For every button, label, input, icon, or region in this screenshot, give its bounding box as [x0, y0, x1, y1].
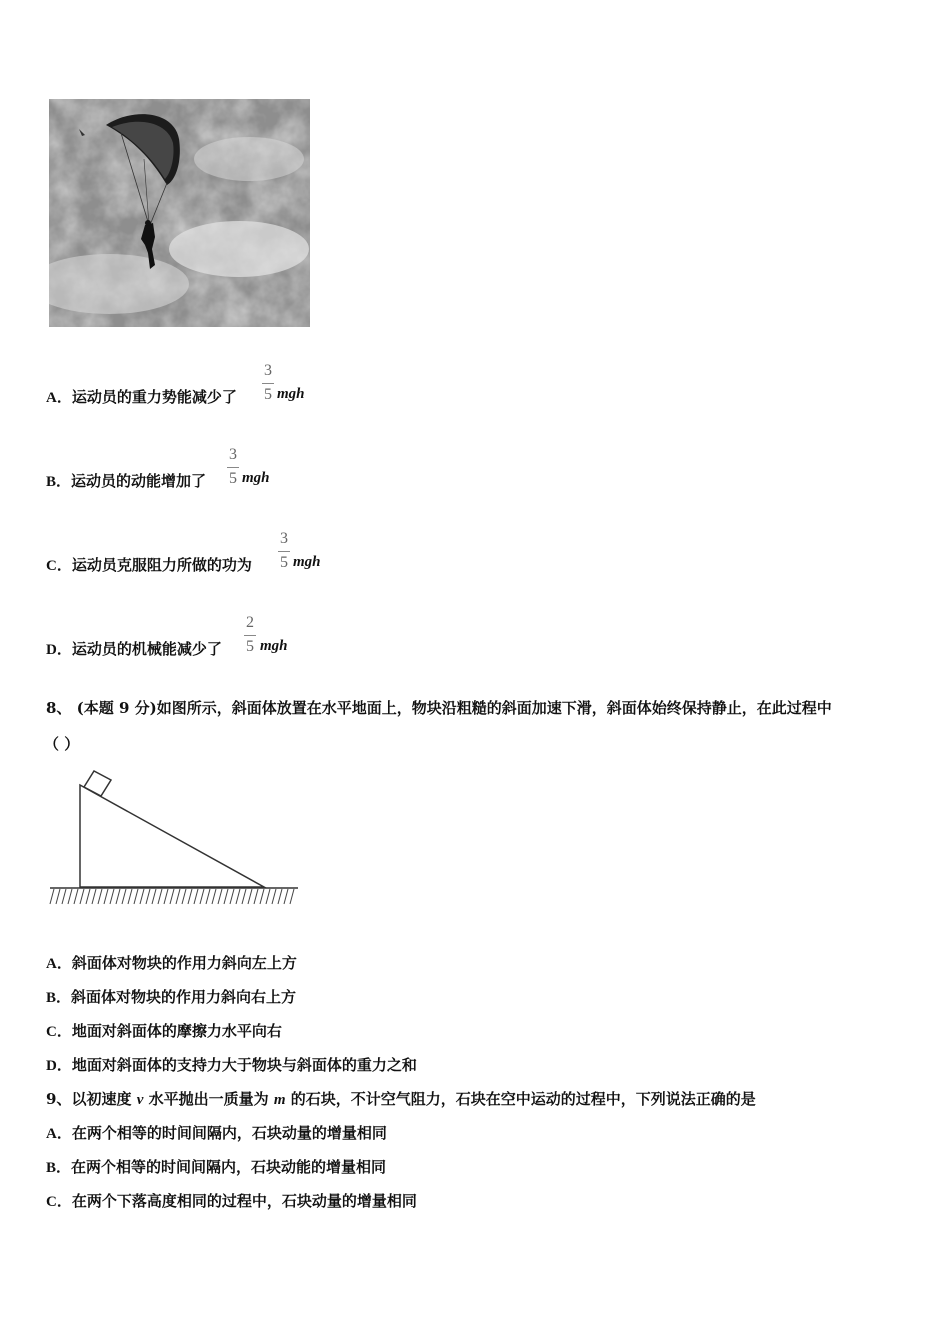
- answer-blank: （ ）: [44, 735, 80, 753]
- option-text: 斜面体对物块的作用力斜向左上方: [71, 954, 297, 972]
- option-text: 运动员的重力势能减少了: [71, 388, 237, 406]
- fraction-denominator: 5: [246, 638, 254, 655]
- option-key: B: [46, 1160, 57, 1176]
- option-key: D: [46, 1058, 57, 1074]
- option-key: C: [46, 558, 57, 574]
- option-text: 斜面体对物块的作用力斜向右上方: [71, 988, 297, 1006]
- unit-mgh: mgh: [293, 554, 321, 570]
- question-text: 水平抛出一质量为: [148, 1090, 269, 1108]
- question-text: 以初速度: [71, 1090, 132, 1108]
- fraction-bar: [262, 383, 274, 384]
- option-key: C: [46, 1024, 57, 1040]
- option-text: 运动员克服阻力所做的功为: [71, 556, 252, 574]
- fraction: [262, 363, 274, 403]
- option-text: 地面对斜面体的支持力大于物块与斜面体的重力之和: [71, 1056, 417, 1074]
- fraction-numerator: 3: [264, 362, 272, 379]
- fraction-bar: [227, 467, 239, 468]
- option-key: B: [46, 990, 57, 1006]
- option-key: A: [46, 390, 57, 406]
- fraction-numerator: 2: [246, 614, 254, 631]
- unit-mgh: mgh: [260, 638, 288, 654]
- option-text: 在两个下落高度相同的过程中，石块动量的增量相同: [71, 1192, 417, 1210]
- option-text: 运动员的机械能减少了: [71, 640, 222, 658]
- option-text: 在两个相等的时间间隔内，石块动能的增量相同: [71, 1158, 387, 1176]
- q8-option-a: A．斜面体对物块的作用力斜向左上方: [46, 954, 297, 972]
- option-text: 运动员的动能增加了: [71, 472, 207, 490]
- q7-option-b: B．运动员的动能增加了: [46, 472, 207, 490]
- option-key: B: [46, 474, 57, 490]
- incline-diagram: [48, 768, 310, 910]
- q9-option-b: B．在两个相等的时间间隔内，石块动能的增量相同: [46, 1158, 387, 1176]
- variable-m: m: [273, 1092, 286, 1108]
- unit-mgh: mgh: [242, 470, 270, 486]
- fraction-numerator: 3: [280, 530, 288, 547]
- option-key: A: [46, 956, 57, 972]
- q9-option-c: C．在两个下落高度相同的过程中，石块动量的增量相同: [46, 1192, 417, 1210]
- question-number: 8、: [46, 699, 72, 717]
- fraction-denominator: 5: [280, 554, 288, 571]
- option-text: 在两个相等的时间间隔内，石块动量的增量相同: [71, 1124, 387, 1142]
- fraction-bar: [278, 551, 290, 552]
- fraction: [244, 615, 256, 655]
- q9-option-a: A．在两个相等的时间间隔内，石块动量的增量相同: [46, 1124, 387, 1142]
- q8-stem: [46, 697, 832, 718]
- q7-option-a: A．运动员的重力势能减少了: [46, 388, 237, 406]
- q7-option-c: C．运动员克服阻力所做的功为: [46, 556, 252, 574]
- option-key: C: [46, 1194, 57, 1210]
- question-text: 如图所示，斜面体放置在水平地面上，物块沿粗糙的斜面加速下滑，斜面体始终保持静止，在此过程中: [156, 699, 832, 717]
- q8-option-d: D．地面对斜面体的支持力大于物块与斜面体的重力之和: [46, 1056, 417, 1074]
- q9-stem: [46, 1088, 756, 1109]
- question-score: (本题 9 分): [76, 699, 157, 717]
- option-key: D: [46, 642, 57, 658]
- q7-option-d: D．运动员的机械能减少了: [46, 640, 222, 658]
- fraction-bar: [244, 635, 256, 636]
- fraction: [227, 447, 239, 487]
- unit-mgh: mgh: [277, 386, 305, 402]
- option-key: A: [46, 1126, 57, 1142]
- question-text: 的石块，不计空气阻力，石块在空中运动的过程中，下列说法正确的是: [290, 1090, 756, 1108]
- paraglider-photo: [49, 99, 310, 327]
- fraction-denominator: 5: [264, 386, 272, 403]
- fraction-denominator: 5: [229, 470, 237, 487]
- q8-option-b: B．斜面体对物块的作用力斜向右上方: [46, 988, 297, 1006]
- question-number: 9、: [46, 1090, 72, 1108]
- variable-v: v: [136, 1092, 144, 1108]
- option-text: 地面对斜面体的摩擦力水平向右: [71, 1022, 282, 1040]
- q8-option-c: C．地面对斜面体的摩擦力水平向右: [46, 1022, 282, 1040]
- fraction-numerator: 3: [229, 446, 237, 463]
- fraction: [278, 531, 290, 571]
